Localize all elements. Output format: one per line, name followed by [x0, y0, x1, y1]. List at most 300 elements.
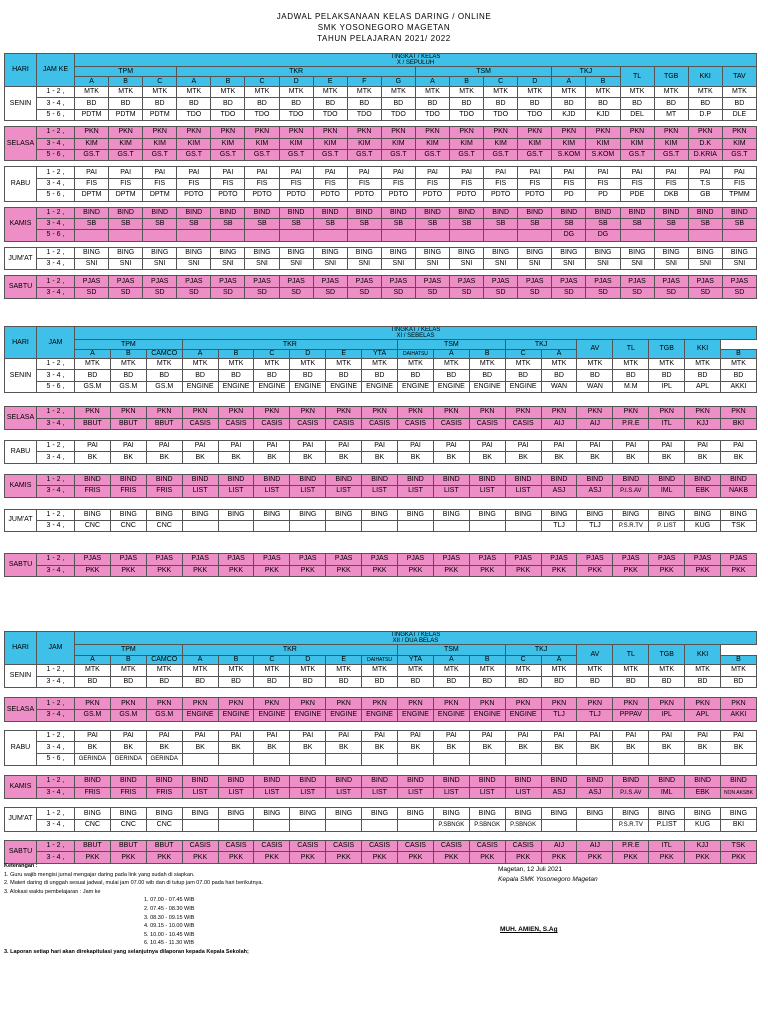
schedule-cell: PAI	[313, 167, 347, 178]
schedule-cell: WAN	[541, 381, 577, 392]
schedule-cell: GS.T	[347, 149, 381, 160]
single-major: KKI	[685, 645, 721, 665]
schedule-cell: DPTM	[75, 190, 109, 201]
schedule-cell: BIND	[110, 775, 146, 787]
schedule-cell: KIM	[415, 138, 449, 149]
schedule-cell: PAI	[613, 730, 649, 742]
schedule-cell: SB	[313, 218, 347, 229]
schedule-cell: BIND	[649, 474, 685, 485]
signature-name: MUH. AMIEN, S.Ag	[500, 926, 558, 933]
schedule-cell: GS.T	[620, 149, 654, 160]
schedule-cell: SB	[347, 218, 381, 229]
schedule-cell: PKN	[518, 127, 552, 138]
schedule-cell: PAI	[721, 730, 757, 742]
schedule-cell: SNI	[722, 259, 756, 270]
schedule-cell: PKN	[433, 407, 469, 418]
schedule-cell: BIND	[110, 474, 146, 485]
schedule-cell: BING	[685, 808, 721, 820]
schedule-cell: BING	[541, 808, 577, 820]
schedule-cell: CNC	[75, 520, 111, 531]
schedule-cell: FIS	[415, 178, 449, 189]
schedule-cell	[254, 754, 290, 766]
schedule-cell	[469, 754, 505, 766]
schedule-cell: PKK	[649, 852, 685, 864]
schedule-cell: SB	[381, 218, 415, 229]
schedule-cell: BING	[450, 247, 484, 258]
schedule-cell: PJAS	[688, 276, 722, 287]
schedule-cell: MTK	[146, 359, 182, 370]
schedule-cell: BING	[254, 808, 290, 820]
schedule-cell: PAI	[433, 730, 469, 742]
schedule-cell: PKN	[182, 698, 218, 710]
schedule-cell: BD	[347, 98, 381, 109]
schedule-cell: PKK	[613, 565, 649, 576]
schedule-table-x	[4, 53, 757, 299]
schedule-cell: KIM	[654, 138, 688, 149]
schedule-cell: PJAS	[505, 554, 541, 565]
schedule-cell: PJAS	[586, 276, 620, 287]
schedule-cell	[433, 520, 469, 531]
day-row	[5, 98, 757, 109]
jam-cell: 3 - 4 ,	[37, 819, 75, 831]
jam-cell: 3 - 4 ,	[37, 452, 75, 463]
schedule-cell: PKN	[245, 127, 279, 138]
schedule-cell: MTK	[75, 359, 111, 370]
schedule-cell: BBUT	[110, 840, 146, 852]
schedule-cell: BING	[218, 509, 254, 520]
schedule-cell: BD	[110, 370, 146, 381]
signature-role: Kepala SMK Yosonegoro Magetan	[498, 876, 598, 883]
schedule-cell: SD	[484, 287, 518, 298]
schedule-cell: BD	[143, 98, 177, 109]
major-group: TPM	[75, 67, 177, 77]
schedule-cell: MTK	[245, 87, 279, 98]
schedule-cell: BK	[182, 742, 218, 754]
schedule-cell: LIST	[182, 486, 218, 497]
schedule-cell: SNI	[177, 259, 211, 270]
major-group: TPM	[75, 340, 183, 350]
schedule-cell	[362, 819, 398, 831]
schedule-cell: IML	[649, 787, 685, 799]
schedule-cell: ENGINE	[254, 381, 290, 392]
schedule-cell: PDTO	[518, 190, 552, 201]
schedule-cell: PAI	[362, 440, 398, 451]
class-header: B	[218, 656, 254, 665]
schedule-cell	[721, 754, 757, 766]
class-header: A	[75, 77, 109, 87]
schedule-cell: PKN	[75, 698, 111, 710]
schedule-cell	[362, 754, 398, 766]
schedule-cell: BD	[381, 98, 415, 109]
schedule-cell: PKN	[290, 407, 326, 418]
schedule-cell: SB	[415, 218, 449, 229]
schedule-cell: KIM	[484, 138, 518, 149]
day-label: RABU	[5, 167, 37, 201]
schedule-cell: BIND	[649, 775, 685, 787]
class-header: D	[279, 77, 313, 87]
schedule-cell: KIM	[109, 138, 143, 149]
schedule-cell: BIND	[484, 207, 518, 218]
schedule-cell: BING	[541, 509, 577, 520]
schedule-cell: FRIS	[110, 486, 146, 497]
schedule-cell: BING	[552, 247, 586, 258]
schedule-cell: MTK	[450, 87, 484, 98]
schedule-cell: PAI	[620, 167, 654, 178]
schedule-cell: PKN	[722, 127, 756, 138]
schedule-cell: BIND	[586, 207, 620, 218]
schedule-cell: PKN	[313, 127, 347, 138]
schedule-cell: SD	[109, 287, 143, 298]
schedule-cell: P.SBNGK	[505, 819, 541, 831]
day-label: SABTU	[5, 276, 37, 299]
schedule-cell: PKN	[450, 127, 484, 138]
schedule-cell	[518, 230, 552, 241]
day-label: SELASA	[5, 698, 37, 721]
schedule-cell: BING	[143, 247, 177, 258]
level-name: XII / DUA BELAS	[392, 638, 439, 644]
schedule-cell: BIND	[182, 775, 218, 787]
schedule-cell: BIND	[541, 775, 577, 787]
schedule-cell: PKN	[326, 407, 362, 418]
schedule-cell: PDTO	[381, 190, 415, 201]
schedule-cell: MTK	[649, 359, 685, 370]
schedule-cell: BD	[398, 370, 434, 381]
schedule-cell: KIM	[75, 138, 109, 149]
jam-cell: 1 - 2 ,	[37, 775, 75, 787]
schedule-cell: FRIS	[75, 486, 111, 497]
schedule-cell: CNC	[146, 819, 182, 831]
schedule-cell: AKKI	[721, 710, 757, 722]
schedule-cell: PDTO	[415, 190, 449, 201]
schedule-cell: BK	[362, 742, 398, 754]
schedule-cell: PKN	[218, 407, 254, 418]
schedule-cell: PAI	[279, 167, 313, 178]
schedule-cell: PJAS	[721, 554, 757, 565]
major-group: TPM	[75, 645, 183, 656]
day-row	[5, 698, 757, 710]
schedule-cell: KIM	[143, 138, 177, 149]
schedule-cell: MTK	[484, 87, 518, 98]
schedule-cell: GS.T	[484, 149, 518, 160]
schedule-cell: PKN	[290, 698, 326, 710]
schedule-cell: GS.T	[450, 149, 484, 160]
schedule-cell: BIND	[211, 207, 245, 218]
schedule-cell: BK	[362, 452, 398, 463]
schedule-cell: TDO	[177, 109, 211, 120]
schedule-cell: PAI	[182, 440, 218, 451]
schedule-cell: BD	[415, 98, 449, 109]
schedule-cell: PAI	[290, 440, 326, 451]
jam-header: JAM KE	[37, 54, 75, 87]
schedule-cell: MTK	[577, 665, 613, 677]
schedule-cell: PKN	[541, 698, 577, 710]
schedule-cell: CNC	[110, 520, 146, 531]
schedule-cell: AIJ	[577, 418, 613, 429]
note-item: 1. Guru wajib mengisi jurnal mengajar daring pada link yang sudah di siapkan.	[4, 871, 195, 878]
schedule-cell: PAI	[290, 730, 326, 742]
spacer	[5, 721, 757, 730]
schedule-cell: BING	[505, 509, 541, 520]
schedule-cell: MTK	[415, 87, 449, 98]
schedule-cell: BD	[146, 370, 182, 381]
time-slot: 4. 09.15 - 10.00 WIB	[144, 923, 195, 930]
schedule-cell: ENGINE	[326, 710, 362, 722]
schedule-cell: MTK	[177, 87, 211, 98]
time-slot: 2. 07.45 - 08.30 WIB	[144, 905, 195, 912]
schedule-cell	[290, 754, 326, 766]
schedule-cell: SNI	[620, 259, 654, 270]
schedule-cell: PKN	[484, 127, 518, 138]
schedule-cell: PKK	[398, 565, 434, 576]
schedule-cell: BK	[75, 452, 111, 463]
schedule-cell: BK	[110, 452, 146, 463]
schedule-cell: DKB	[654, 190, 688, 201]
class-header: A	[541, 350, 577, 359]
schedule-cell: PDTM	[109, 109, 143, 120]
schedule-cell: BK	[326, 452, 362, 463]
schedule-cell: PKN	[415, 127, 449, 138]
schedule-cell: BING	[109, 247, 143, 258]
jam-cell: 1 - 2 ,	[37, 840, 75, 852]
schedule-cell: BD	[469, 370, 505, 381]
schedule-cell: BK	[146, 452, 182, 463]
schedule-cell: SNI	[313, 259, 347, 270]
schedule-cell: PJAS	[75, 554, 111, 565]
schedule-cell: PJAS	[722, 276, 756, 287]
schedule-cell	[313, 230, 347, 241]
schedule-cell: PKN	[347, 127, 381, 138]
schedule-cell: PAI	[649, 730, 685, 742]
class-header: C	[143, 77, 177, 87]
schedule-cell: PJAS	[518, 276, 552, 287]
jam-cell: 3 - 4 ,	[37, 178, 75, 189]
class-header: D	[290, 656, 326, 665]
schedule-cell: BING	[433, 808, 469, 820]
jam-header: JAM	[37, 632, 75, 665]
day-row	[5, 109, 757, 120]
schedule-cell: BD	[182, 370, 218, 381]
schedule-cell	[279, 230, 313, 241]
schedule-cell: APL	[685, 710, 721, 722]
jam-cell: 3 - 4 ,	[37, 98, 75, 109]
single-major: TL	[620, 67, 654, 87]
schedule-cell: CASIS	[290, 418, 326, 429]
day-row	[5, 710, 757, 722]
schedule-cell: TDO	[211, 109, 245, 120]
schedule-cell: PJAS	[577, 554, 613, 565]
day-label: SABTU	[5, 554, 37, 577]
schedule-cell: BD	[326, 370, 362, 381]
schedule-cell: FRIS	[146, 486, 182, 497]
schedule-cell: PKN	[398, 407, 434, 418]
class-header: B	[469, 656, 505, 665]
schedule-cell: SNI	[484, 259, 518, 270]
day-row	[5, 474, 757, 485]
schedule-cell: SB	[211, 218, 245, 229]
schedule-cell: MTK	[469, 359, 505, 370]
schedule-cell: GS.T	[177, 149, 211, 160]
schedule-cell: ASJ	[577, 787, 613, 799]
schedule-cell: PKN	[688, 127, 722, 138]
schedule-cell: SB	[75, 218, 109, 229]
schedule-cell: FIS	[654, 178, 688, 189]
schedule-cell: BIND	[433, 775, 469, 787]
schedule-cell: TDO	[381, 109, 415, 120]
schedule-cell: IPL	[649, 381, 685, 392]
schedule-cell: KJD	[586, 109, 620, 120]
schedule-cell: PJAS	[613, 554, 649, 565]
schedule-cell: BING	[398, 808, 434, 820]
schedule-cell: KUG	[685, 520, 721, 531]
class-header: B	[109, 77, 143, 87]
schedule-cell: MTK	[381, 87, 415, 98]
schedule-cell: ENGINE	[218, 381, 254, 392]
schedule-cell: BIND	[182, 474, 218, 485]
day-row	[5, 787, 757, 799]
schedule-cell: PKK	[110, 852, 146, 864]
schedule-cell: BIND	[469, 775, 505, 787]
schedule-cell: PJAS	[218, 554, 254, 565]
schedule-cell: BIND	[685, 775, 721, 787]
schedule-cell: BD	[326, 676, 362, 688]
schedule-cell: MTK	[613, 359, 649, 370]
schedule-cell: BIND	[326, 474, 362, 485]
schedule-cell: CNC	[146, 520, 182, 531]
jam-cell: 3 - 4 ,	[37, 742, 75, 754]
schedule-cell: PAI	[505, 440, 541, 451]
schedule-cell: CASIS	[433, 840, 469, 852]
schedule-cell	[254, 520, 290, 531]
schedule-cell: CASIS	[433, 418, 469, 429]
schedule-cell: BING	[326, 808, 362, 820]
schedule-cell: BK	[505, 742, 541, 754]
schedule-cell: PKK	[218, 565, 254, 576]
hari-header: HARI	[5, 632, 37, 665]
schedule-cell: CASIS	[469, 840, 505, 852]
schedule-cell: BD	[146, 676, 182, 688]
schedule-cell: SB	[450, 218, 484, 229]
schedule-cell: BK	[685, 452, 721, 463]
jam-cell: 3 - 4 ,	[37, 486, 75, 497]
schedule-cell: BING	[110, 509, 146, 520]
schedule-cell: DLE	[722, 109, 756, 120]
day-label: SELASA	[5, 127, 37, 161]
schedule-cell: PJAS	[143, 276, 177, 287]
schedule-cell: PAI	[398, 730, 434, 742]
schedule-cell	[620, 230, 654, 241]
jam-cell: 5 - 6 ,	[37, 754, 75, 766]
class-header: A	[177, 77, 211, 87]
jam-cell: 1 - 2 ,	[37, 127, 75, 138]
schedule-cell: CASIS	[505, 418, 541, 429]
schedule-cell: BD	[541, 370, 577, 381]
schedule-cell: LIST	[362, 486, 398, 497]
schedule-cell: PJAS	[381, 276, 415, 287]
schedule-cell: ENGINE	[290, 710, 326, 722]
schedule-cell: MTK	[218, 665, 254, 677]
jam-cell: 3 - 4 ,	[37, 565, 75, 576]
day-row	[5, 754, 757, 766]
schedule-cell: GS.T	[654, 149, 688, 160]
class-header: D	[290, 350, 326, 359]
schedule-cell: PKK	[290, 565, 326, 576]
jam-cell: 1 - 2 ,	[37, 730, 75, 742]
schedule-cell: LIST	[469, 486, 505, 497]
jam-cell: 1 - 2 ,	[37, 407, 75, 418]
schedule-cell: BK	[613, 742, 649, 754]
schedule-cell: CASIS	[182, 418, 218, 429]
schedule-cell: PKK	[362, 852, 398, 864]
schedule-cell: AIJ	[577, 840, 613, 852]
schedule-cell: P. LIST	[649, 520, 685, 531]
schedule-cell: PKN	[362, 407, 398, 418]
schedule-cell: PKK	[75, 565, 111, 576]
schedule-cell: MTK	[721, 665, 757, 677]
schedule-cell: BKI	[721, 819, 757, 831]
schedule-cell: BKI	[721, 418, 757, 429]
schedule-cell: BD	[654, 98, 688, 109]
schedule-cell: PKN	[75, 407, 111, 418]
schedule-cell: SNI	[245, 259, 279, 270]
schedule-cell: BING	[326, 509, 362, 520]
schedule-cell: SNI	[518, 259, 552, 270]
schedule-cell: PAI	[326, 730, 362, 742]
schedule-cell: PKN	[577, 698, 613, 710]
schedule-cell: PAI	[398, 440, 434, 451]
schedule-cell: MTK	[685, 359, 721, 370]
schedule-cell: SB	[654, 218, 688, 229]
schedule-cell: BD	[450, 98, 484, 109]
schedule-cell	[505, 754, 541, 766]
jam-cell: 1 - 2 ,	[37, 509, 75, 520]
schedule-cell: S.KOM	[586, 149, 620, 160]
schedule-cell: KIM	[279, 138, 313, 149]
schedule-cell: ENGINE	[505, 381, 541, 392]
schedule-cell: BING	[722, 247, 756, 258]
schedule-cell: PJAS	[433, 554, 469, 565]
schedule-cell: P.R.E	[613, 840, 649, 852]
schedule-cell: BD	[688, 98, 722, 109]
schedule-cell: ENGINE	[469, 710, 505, 722]
schedule-cell: PAI	[505, 730, 541, 742]
schedule-cell: PKN	[505, 698, 541, 710]
schedule-cell	[484, 230, 518, 241]
schedule-cell: SD	[211, 287, 245, 298]
academic-year: TAHUN PELAJARAN 2021/ 2022	[317, 34, 451, 43]
schedule-cell: BIND	[433, 474, 469, 485]
schedule-cell: BING	[654, 247, 688, 258]
schedule-cell: LIST	[218, 787, 254, 799]
schedule-cell: BD	[75, 676, 111, 688]
schedule-cell: BING	[75, 808, 111, 820]
schedule-cell: PKK	[433, 852, 469, 864]
schedule-cell: GS.M	[146, 381, 182, 392]
schedule-cell: GS.T	[313, 149, 347, 160]
schedule-cell: BK	[75, 742, 111, 754]
schedule-cell: BING	[721, 509, 757, 520]
schedule-cell: PJAS	[290, 554, 326, 565]
schedule-cell: PAI	[722, 167, 756, 178]
schedule-cell: S.KOM	[552, 149, 586, 160]
schedule-cell: SB	[177, 218, 211, 229]
class-header: DAIHATSU	[362, 656, 398, 665]
schedule-cell	[654, 230, 688, 241]
schedule-cell: LIST	[433, 787, 469, 799]
jam-cell: 3 - 4 ,	[37, 787, 75, 799]
schedule-cell: DG	[586, 230, 620, 241]
schedule-cell: PKK	[577, 852, 613, 864]
level-name: X / SEPULUH	[396, 60, 435, 66]
